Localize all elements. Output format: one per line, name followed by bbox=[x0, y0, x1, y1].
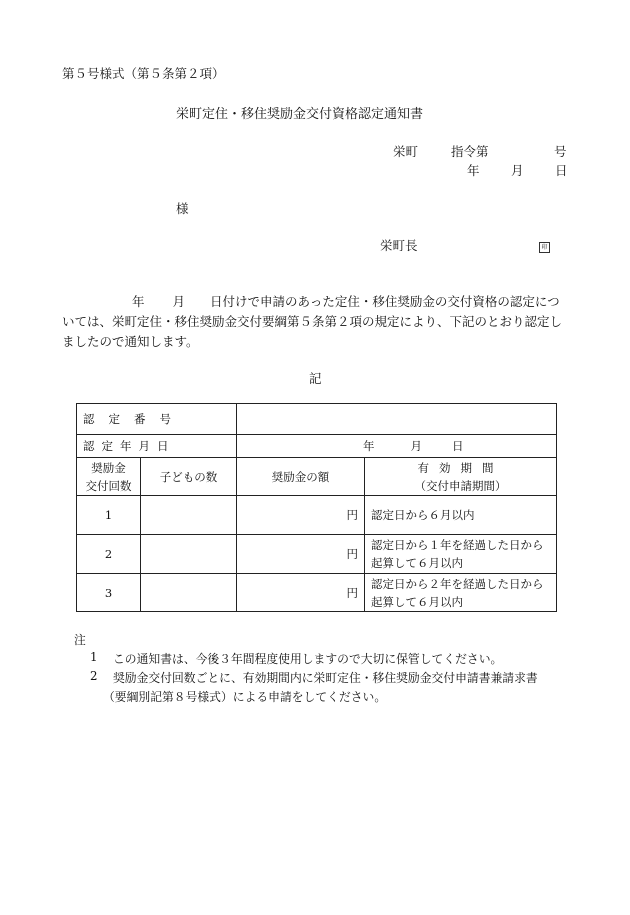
row-children bbox=[141, 574, 237, 612]
col-header-children: 子どもの数 bbox=[141, 458, 237, 496]
note-1-number: 1 bbox=[90, 650, 98, 664]
column-header-row bbox=[77, 458, 557, 496]
row-period: 認定日から２年を経過した日から起算して６月以内 bbox=[365, 574, 557, 612]
certification-table bbox=[76, 403, 557, 612]
row-children bbox=[141, 535, 237, 574]
row-period: 認定日から６月以内 bbox=[365, 496, 557, 535]
body-year: 年 bbox=[132, 294, 145, 309]
col-header-period-line1: 有効期間 bbox=[417, 460, 504, 475]
issuance-day: 日 bbox=[555, 163, 568, 178]
seal-mark: 印 bbox=[539, 237, 550, 253]
form-label: 第５号様式（第５条第２項） bbox=[62, 66, 225, 81]
issuance-town: 栄町 bbox=[393, 144, 419, 159]
col-header-count-line2: 交付回数 bbox=[85, 478, 132, 493]
cert-number-value bbox=[237, 404, 557, 435]
col-header-count-line1: 奨励金 bbox=[91, 460, 126, 475]
row-yen: 円 bbox=[237, 496, 365, 535]
cert-number-label: 認定番号 bbox=[77, 404, 237, 435]
issuance-number-suffix: 号 bbox=[554, 144, 567, 159]
note-1-text: この通知書は、今後３年間程度使用しますので大切に保管してください。 bbox=[113, 652, 503, 666]
cert-date-value bbox=[237, 435, 557, 458]
row-count: 3 bbox=[77, 574, 141, 612]
issuer-title: 栄町長 bbox=[380, 238, 418, 253]
col-header-amount: 奨励金の額 bbox=[237, 458, 365, 496]
col-header-count bbox=[77, 458, 141, 496]
cert-date-month: 月 bbox=[410, 439, 422, 453]
table-row bbox=[77, 574, 557, 612]
cert-date-day: 日 bbox=[452, 439, 464, 453]
note-2-text: 奨励金交付回数ごとに、有効期間内に栄町定住・移住奨励金交付申請書兼請求書 bbox=[113, 671, 538, 685]
col-header-period bbox=[365, 458, 557, 496]
cert-number-row bbox=[77, 404, 557, 435]
cert-date-label: 認定年月日 bbox=[77, 435, 237, 458]
body-month: 月 bbox=[172, 294, 186, 309]
issuance-directive: 指令第 bbox=[451, 144, 489, 159]
body-paragraph bbox=[62, 292, 572, 352]
row-yen: 円 bbox=[237, 535, 365, 574]
cert-date-year: 年 bbox=[363, 439, 375, 453]
table-row bbox=[77, 535, 557, 574]
note-2-number: 2 bbox=[90, 669, 98, 683]
cert-date-row bbox=[77, 435, 557, 458]
table-row bbox=[77, 496, 557, 535]
addressee-honorific: 様 bbox=[176, 201, 189, 216]
col-header-period-line2: （交付申請期間） bbox=[414, 478, 507, 493]
row-children bbox=[141, 496, 237, 535]
issuance-year: 年 bbox=[467, 163, 480, 178]
row-count: 1 bbox=[77, 496, 141, 535]
ki-heading: 記 bbox=[309, 371, 322, 386]
issuance-month: 月 bbox=[511, 163, 524, 178]
document-title: 栄町定住・移住奨励金交付資格認定通知書 bbox=[176, 107, 424, 122]
row-period: 認定日から１年を経過した日から起算して６月以内 bbox=[365, 535, 557, 574]
notes-heading: 注 bbox=[74, 633, 86, 647]
note-2-continuation: （要綱別記第８号様式）による申請をしてください。 bbox=[103, 690, 387, 704]
body-text: 日付けで申請のあった定住・移住奨励金の交付資格の認定については、栄町定住・移住奨励金交付要綱第５条第２項の規定により、下記のとおり認定しましたので通知します。 bbox=[62, 294, 563, 349]
row-count: 2 bbox=[77, 535, 141, 574]
row-yen: 円 bbox=[237, 574, 365, 612]
